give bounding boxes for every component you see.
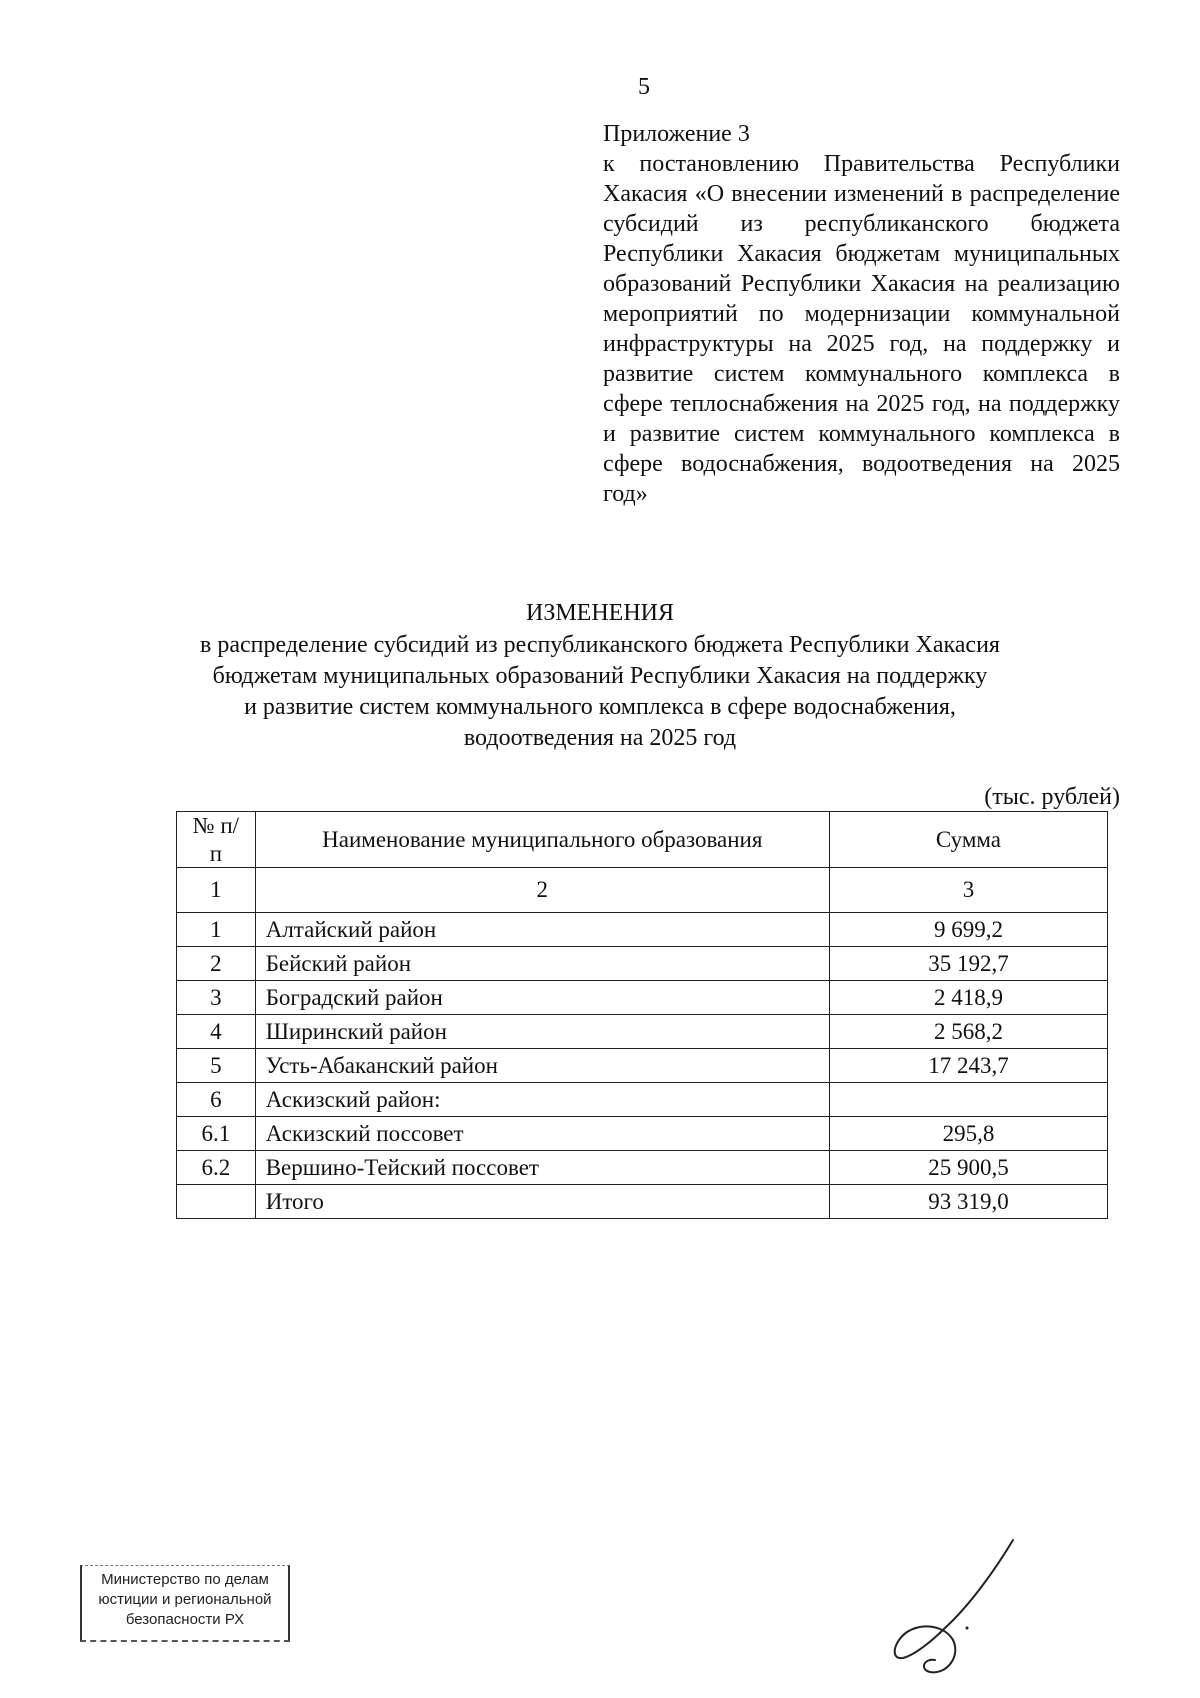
row-sum: 17 243,7 (829, 1049, 1107, 1083)
row-sum: 2 418,9 (829, 981, 1107, 1015)
row-name: Усть-Абаканский район (255, 1049, 829, 1083)
row-sum: 35 192,7 (829, 947, 1107, 981)
header-number: № п/п (177, 812, 256, 868)
total-row (177, 1185, 1108, 1219)
header-name: Наименование муниципального образования (255, 812, 829, 868)
appendix-text: к постановлению Правительства Республики Хакасия «О внесении изменений в распределение субсидий из республиканского бюджета Республики Хакасия бюджетам муниципальных образований Республики Хакасия на реализацию мероприятий по модернизации коммунальной инфраструктуры на 2025 год, на поддержку и развитие систем коммунального комплекса в сфере теплоснабжения на 2025 год, на поддержку и развитие систем коммунального комплекса в сфере водоснабжения, водоотведения на 2025 год» (603, 151, 1120, 507)
document-subheading (140, 630, 1060, 754)
row-number: 2 (177, 947, 256, 981)
row-number: 5 (177, 1049, 256, 1083)
row-name: Вершино-Тейский поссовет (255, 1151, 829, 1185)
table-row (177, 1117, 1108, 1151)
row-sum: 25 900,5 (829, 1151, 1107, 1185)
subheading-line: водоотведения на 2025 год (463, 725, 737, 751)
units-label: (тыс. рублей) (984, 784, 1120, 810)
table-header-row (177, 812, 1108, 868)
column-numbers-row (177, 868, 1108, 913)
ministry-stamp (80, 1565, 290, 1642)
row-number: 4 (177, 1015, 256, 1049)
page-number: 5 (638, 74, 650, 100)
table-row (177, 1151, 1108, 1185)
row-sum: 2 568,2 (829, 1015, 1107, 1049)
table-row (177, 913, 1108, 947)
table-row (177, 1049, 1108, 1083)
document-heading: ИЗМЕНЕНИЯ (525, 600, 675, 626)
row-name: Боградский район (255, 981, 829, 1015)
signature-mark (875, 1530, 1025, 1680)
subheading-line: и развитие систем коммунального комплекса в сфере водоснабжения, (244, 694, 956, 720)
row-number: 1 (177, 913, 256, 947)
table-row (177, 1083, 1108, 1117)
table-row (177, 947, 1108, 981)
row-number: 6.2 (177, 1151, 256, 1185)
column-number: 2 (255, 868, 829, 913)
row-number: 6.1 (177, 1117, 256, 1151)
row-number: 3 (177, 981, 256, 1015)
row-sum (829, 1083, 1107, 1117)
row-number (177, 1185, 256, 1219)
table-row (177, 1015, 1108, 1049)
stamp-line: безопасности РХ (125, 1611, 245, 1628)
appendix-title: Приложение 3 (603, 121, 750, 147)
stamp-line: Министерство по делам (101, 1571, 269, 1588)
row-name: Аскизский район: (255, 1083, 829, 1117)
allocation-table (176, 811, 1108, 1219)
header-sum: Сумма (829, 812, 1107, 868)
row-name: Бейский район (255, 947, 829, 981)
row-number: 6 (177, 1083, 256, 1117)
subheading-line: бюджетам муниципальных образований Республики Хакасия на поддержку (212, 663, 988, 689)
column-number: 3 (829, 868, 1107, 913)
total-label: Итого (255, 1185, 829, 1219)
row-name: Аскизский поссовет (255, 1117, 829, 1151)
total-sum: 93 319,0 (829, 1185, 1107, 1219)
column-number: 1 (177, 868, 256, 913)
row-sum: 295,8 (829, 1117, 1107, 1151)
appendix-block (603, 119, 1120, 509)
subheading-line: в распределение субсидий из республиканского бюджета Республики Хакасия (200, 632, 1000, 658)
row-name: Алтайский район (255, 913, 829, 947)
stamp-line: юстиции и региональной (98, 1591, 272, 1608)
row-name: Ширинский район (255, 1015, 829, 1049)
row-sum: 9 699,2 (829, 913, 1107, 947)
table-row (177, 981, 1108, 1015)
